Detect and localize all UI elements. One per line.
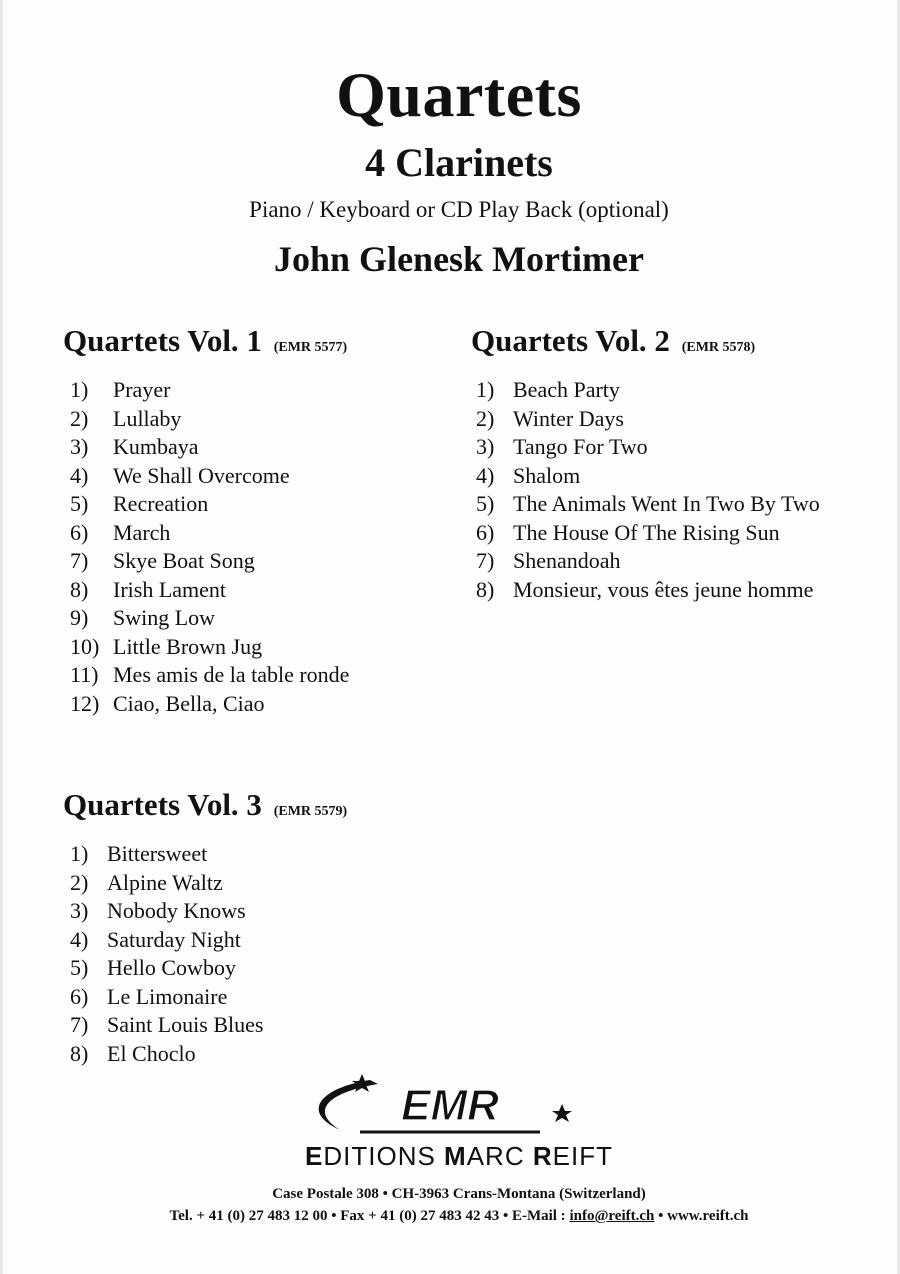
track-number: 4) (476, 462, 495, 488)
track-number: 2) (70, 869, 89, 895)
track-title: Saint Louis Blues (107, 1012, 264, 1037)
emr-logo (300, 1070, 590, 1140)
track-number: 4) (70, 462, 89, 488)
page-subtitle: 4 Clarinets (365, 140, 553, 185)
track-number: 9) (70, 605, 89, 630)
track-item (63, 661, 350, 690)
track-list (63, 376, 350, 718)
track-title: Monsieur, vous êtes jeune homme (513, 576, 814, 602)
track-title: Nobody Knows (107, 898, 246, 923)
track-title: Bittersweet (107, 841, 208, 866)
logo-text: EMR (401, 1081, 499, 1130)
track-number: 7) (476, 548, 495, 573)
track-title: The Animals Went In Two By Two (513, 491, 820, 516)
track-item (63, 1011, 347, 1040)
track-item (63, 490, 347, 519)
track-item (471, 576, 814, 605)
track-item (471, 376, 755, 405)
publisher-name: EDITIONS MARC REIFT (305, 1141, 613, 1171)
track-number: 4) (70, 926, 89, 952)
track-title: Hello Cowboy (107, 955, 236, 980)
logo-star-icon (352, 1074, 372, 1092)
track-number: 6) (476, 519, 495, 545)
logo-star-icon (552, 1104, 572, 1122)
track-number: 12) (70, 690, 100, 716)
track-item (471, 462, 755, 491)
track-item (63, 1040, 347, 1069)
volume-3-section (63, 787, 347, 1068)
contact-website: • www.reift.ch (654, 1208, 749, 1224)
track-title: Little Brown Jug (113, 633, 263, 659)
track-item (471, 433, 755, 462)
publisher-contact (0, 1208, 900, 1225)
track-item (63, 604, 347, 633)
track-number: 8) (70, 1040, 89, 1066)
track-title: The House Of The Rising Sun (513, 519, 780, 545)
volume-title: Quartets Vol. 1 (63, 323, 262, 358)
volume-code: (EMR 5578) (681, 340, 756, 355)
track-title: Le Limonaire (107, 983, 228, 1009)
track-title: Alpine Waltz (107, 869, 223, 895)
volume-heading (63, 323, 347, 366)
track-title: Lullaby (113, 405, 182, 431)
contact-phone-fax: Tel. + 41 (0) 27 483 12 00 • Fax + 41 (0) 27 483 42 43 • E-Mail : (169, 1208, 570, 1224)
track-title: Ciao, Bella, Ciao (113, 690, 265, 716)
track-number: 11) (70, 662, 99, 687)
track-title: Saturday Night (107, 926, 241, 952)
track-title: Prayer (113, 377, 171, 402)
track-number: 10) (70, 633, 100, 659)
track-number: 8) (70, 576, 89, 602)
track-item (63, 433, 347, 462)
track-title: Irish Lament (113, 576, 227, 602)
track-item (471, 547, 755, 576)
composer-name: John Glenesk Mortimer (274, 239, 644, 279)
track-number: 1) (70, 377, 89, 402)
volume-2-section (471, 323, 820, 604)
page-edge-left (0, 0, 3, 1274)
track-title: Recreation (113, 491, 209, 516)
track-number: 1) (70, 841, 89, 866)
track-title: Shenandoah (513, 548, 621, 573)
track-number: 7) (70, 548, 89, 573)
volume-code: (EMR 5579) (273, 804, 348, 819)
track-item (63, 869, 347, 898)
track-item (63, 547, 347, 576)
track-number: 6) (70, 983, 89, 1009)
track-title: Mes amis de la table ronde (113, 662, 350, 687)
track-title: We Shall Overcome (113, 462, 290, 488)
track-title: Swing Low (113, 605, 216, 630)
volume-heading (63, 787, 347, 830)
track-title: Kumbaya (113, 434, 199, 459)
track-title: Tango For Two (513, 434, 648, 459)
track-list (63, 840, 347, 1068)
volume-title: Quartets Vol. 3 (63, 787, 262, 822)
track-number: 8) (476, 576, 495, 602)
track-item (63, 519, 347, 548)
track-number: 3) (70, 434, 89, 459)
track-list (471, 376, 820, 604)
track-number: 5) (476, 491, 495, 516)
track-number: 1) (476, 377, 495, 402)
track-title: El Choclo (107, 1040, 196, 1066)
accompaniment-note: Piano / Keyboard or CD Play Back (optional) (249, 197, 669, 222)
volume-1-section (63, 323, 350, 718)
email-link[interactable]: info@reift.ch (569, 1208, 655, 1224)
publisher-address: Case Postale 308 • CH-3963 Crans-Montana (Switzerland) (272, 1186, 646, 1202)
track-number: 2) (476, 405, 495, 431)
volume-heading (471, 323, 755, 366)
track-item (63, 983, 347, 1012)
track-item (63, 376, 347, 405)
track-item (63, 462, 347, 491)
track-item (63, 633, 347, 662)
track-number: 7) (70, 1012, 89, 1037)
track-item (471, 490, 820, 519)
track-item (63, 576, 347, 605)
page-title: Quartets (336, 59, 582, 130)
volume-title: Quartets Vol. 2 (471, 323, 670, 358)
track-title: Beach Party (513, 377, 620, 402)
track-item (63, 690, 347, 719)
track-title: Shalom (513, 462, 581, 488)
track-item (63, 405, 347, 434)
track-title: Skye Boat Song (113, 548, 255, 573)
track-item (63, 954, 347, 983)
track-number: 5) (70, 491, 89, 516)
track-number: 3) (70, 898, 89, 923)
logo-swoosh (319, 1080, 378, 1130)
track-number: 2) (70, 405, 89, 431)
track-item (63, 926, 347, 955)
track-title: Winter Days (513, 405, 624, 431)
track-item (63, 897, 347, 926)
track-number: 5) (70, 955, 89, 980)
track-title: March (113, 519, 171, 545)
volume-code: (EMR 5577) (273, 340, 348, 355)
track-item (471, 405, 755, 434)
track-number: 3) (476, 434, 495, 459)
track-number: 6) (70, 519, 89, 545)
track-item (63, 840, 347, 869)
track-item (471, 519, 780, 548)
